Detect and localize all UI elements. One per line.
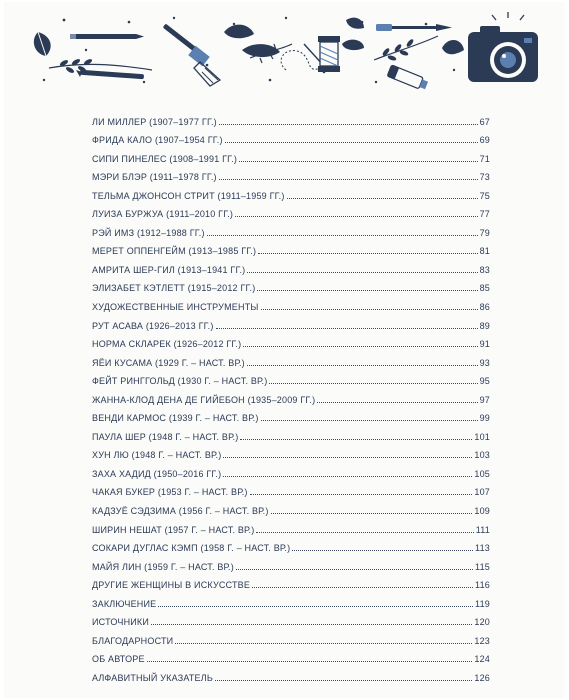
leaf-sprig-icon [374,36,438,61]
dot-leader [151,624,472,625]
toc-entry-page-number: 107 [474,487,490,498]
leaf-sprig-icon [49,59,152,74]
dot-leader [215,680,472,681]
toc-entry-page-number: 75 [479,190,490,201]
toc-entry-page-number: 83 [479,264,490,275]
toc-entry-page-number: 103 [474,450,490,461]
toc-entry-page-number: 116 [475,580,490,591]
leaf-icon [342,18,364,51]
toc-entry[interactable] [92,664,490,683]
dot-leader [219,124,478,125]
dot-leader [207,235,478,236]
toc-entry-title: РУТ АСАВА (1926–2013 ГГ.) [92,320,214,331]
toc-entry-title: АМРИТА ШЕР-ГИЛ (1913–1941 ГГ.) [92,264,246,275]
toc-entry-title: РЭЙ ИМЗ (1912–1988 ГГ.) [92,227,205,238]
toc-entry[interactable] [92,442,490,461]
dot-leader [271,513,473,514]
toc-entry[interactable] [92,182,490,201]
toc-entry[interactable] [92,349,490,368]
toc-entry-title: ХУН ЛЮ (1948 Г. – НАСТ. ВР.) [92,450,222,461]
toc-entry[interactable] [92,627,490,646]
toc-entry[interactable] [92,238,490,257]
toc-entry[interactable] [92,293,490,312]
dot-leader [287,198,478,199]
toc-entry[interactable] [92,368,490,387]
toc-entry-page-number: 126 [474,672,490,683]
toc-entry-title: ЛУИЗА БУРЖУА (1911–2010 ГГ.) [92,209,234,220]
toc-entry-page-number: 101 [474,431,490,442]
dot-leader [257,290,477,291]
toc-entry-page-number: 120 [474,617,490,628]
dot-leader [247,365,478,366]
toc-entry-title: ФЕЙТ РИНГГОЛЬД (1930 Г. – НАСТ. ВР.) [92,376,268,387]
toc-entry-page-number: 111 [475,524,490,535]
toc-entry-page-number: 85 [479,283,490,294]
toc-entry-page-number: 73 [479,172,490,183]
toc-entry-title: БЛАГОДАРНОСТИ [92,635,174,646]
dot-leader [236,569,473,570]
toc-entry[interactable] [92,497,490,516]
toc-entry[interactable] [92,312,490,331]
toc-entry-title: ИСТОЧНИКИ [92,617,150,628]
dot-leader [225,142,478,143]
dot-leader [261,420,478,421]
toc-entry-page-number: 109 [474,506,490,517]
toc-entry-title: ХУДОЖЕСТВЕННЫЕ ИНСТРУМЕНТЫ [92,302,259,313]
dot-leader [247,272,477,273]
dot-leader [158,606,473,607]
toc-entry-title: ЖАННА-КЛОД ДЕНА ДЕ ГИЙЕБОН (1935–2009 ГГ.) [92,394,316,405]
dot-leader [252,587,473,588]
toc-entry-page-number: 71 [479,153,490,164]
toc-entry[interactable] [92,572,490,591]
toc-entry[interactable] [92,256,490,275]
header-illustration [24,10,544,96]
leaf-icon [224,25,280,57]
toc-entry-title: НОРМА СКЛАРЕК (1926–2012 ГГ.) [92,339,242,350]
toc-entry-page-number: 99 [479,413,490,424]
toc-entry-page-number: 89 [479,320,490,331]
toc-entry-page-number: 123 [474,635,490,646]
dot-leader [269,383,477,384]
toc-entry-page-number: 97 [479,394,490,405]
toc-entry-title: ДРУГИЕ ЖЕНЩИНЫ В ИСКУССТВЕ [92,580,251,591]
toc-entry-title: ПАУЛА ШЕР (1948 Г. – НАСТ. ВР.) [92,431,239,442]
camera-icon [468,12,538,82]
toc-entry-page-number: 113 [475,543,490,554]
toc-entry[interactable] [92,275,490,294]
dot-leader [256,532,473,533]
toc-entry-page-number: 115 [475,561,490,572]
toc-entry[interactable] [92,386,490,405]
dot-leader [292,550,473,551]
toc-entry[interactable] [92,108,490,127]
toc-entry-page-number: 105 [474,468,490,479]
toc-entry-page-number: 93 [479,357,490,368]
toc-entry-page-number: 95 [479,376,490,387]
toc-entry-title: ОБ АВТОРЕ [92,654,145,665]
toc-entry-title: СИПИ ПИНЕЛЕС (1908–1991 ГГ.) [92,153,238,164]
toc-entry-title: ЗАХА ХАДИД (1950–2016 ГГ.) [92,468,222,479]
dot-leader [219,179,478,180]
toc-entry[interactable] [92,646,490,665]
toc-entry[interactable] [92,219,490,238]
toc-entry-title: СОКАРИ ДУГЛАС КЭМП (1958 Г. – НАСТ. ВР.) [92,543,291,554]
dot-leader [239,161,478,162]
toc-entry[interactable] [92,127,490,146]
brush-icon [163,23,220,86]
dot-leader [240,439,472,440]
toc-entry[interactable] [92,479,490,498]
toc-entry-title: МЭРИ БЛЭР (1911–1978 ГГ.) [92,172,217,183]
toc-entry-page-number: 119 [475,598,490,609]
toc-entry-page-number: 86 [479,302,490,313]
dot-leader [235,216,477,217]
toc-entry[interactable] [92,331,490,350]
toc-entry-title: ФРИДА КАЛО (1907–1954 ГГ.) [92,135,223,146]
toc-entry-title: ШИРИН НЕШАТ (1957 Г. – НАСТ. ВР.) [92,524,255,535]
dot-leader [223,457,472,458]
dot-leader [243,346,477,347]
needle-thread-spool-icon [281,36,340,72]
toc-entry-title: АЛФАВИТНЫЙ УКАЗАТЕЛЬ [92,672,213,683]
toc-entry-title: ЧАКАЯ БУКЕР (1953 Г. – НАСТ. ВР.) [92,487,248,498]
toc-entry-title: ЯЁИ КУСАМА (1929 Г. – НАСТ. ВР.) [92,357,245,368]
toc-entry[interactable] [92,423,490,442]
toc-entry-page-number: 79 [479,227,490,238]
toc-entry-page-number: 91 [479,339,490,350]
toc-entry-title: КАДЗУЁ СЭДЗИМА (1956 Г. – НАСТ. ВР.) [92,506,269,517]
toc-entry[interactable] [92,201,490,220]
dot-leader [261,309,478,310]
toc-entry-title: МЕРЕТ ОППЕНГЕЙМ (1913–1985 ГГ.) [92,246,257,257]
toc-entry[interactable] [92,516,490,535]
toc-entry[interactable] [92,609,490,628]
fountain-pen-icon [76,70,144,79]
dot-leader [317,402,477,403]
dot-leader [258,253,477,254]
toc-entry-page-number: 77 [479,209,490,220]
dot-leader [175,643,472,644]
leaf-icon [442,40,464,54]
toc-entry-title: ВЕНДИ КАРМОС (1939 Г. – НАСТ. ВР.) [92,413,259,424]
toc-entry-title: ЗАКЛЮЧЕНИЕ [92,598,157,609]
table-of-contents [92,108,490,683]
toc-entry[interactable] [92,590,490,609]
toc-entry-page-number: 69 [479,135,490,146]
toc-entry-page-number: 67 [479,116,490,127]
toc-entry-title: ЭЛИЗАБЕТ КЭТЛЕТТ (1915–2012 ГГ.) [92,283,256,294]
book-page [4,2,565,698]
pencil-icon [70,34,144,39]
toc-entry[interactable] [92,164,490,183]
palette-knife-icon [376,24,452,31]
toc-entry-page-number: 81 [479,246,490,257]
toc-entry[interactable] [92,145,490,164]
toc-entry-title: МАЙЯ ЛИН (1959 Г. – НАСТ. ВР.) [92,561,234,572]
toc-entry-title: ТЕЛЬМА ДЖОНСОН СТРИТ (1911–1959 ГГ.) [92,190,285,201]
toc-entry-page-number: 124 [474,654,490,665]
dot-leader [216,328,478,329]
dot-leader [223,476,472,477]
toc-entry[interactable] [92,405,490,424]
toc-entry[interactable] [92,553,490,572]
toc-entry[interactable] [92,460,490,479]
dot-leader [147,661,473,662]
dot-leader [250,494,473,495]
toc-entry-title: ЛИ МИЛЛЕР (1907–1977 ГГ.) [92,116,217,127]
toc-entry[interactable] [92,535,490,554]
paint-tube-icon [387,65,429,91]
